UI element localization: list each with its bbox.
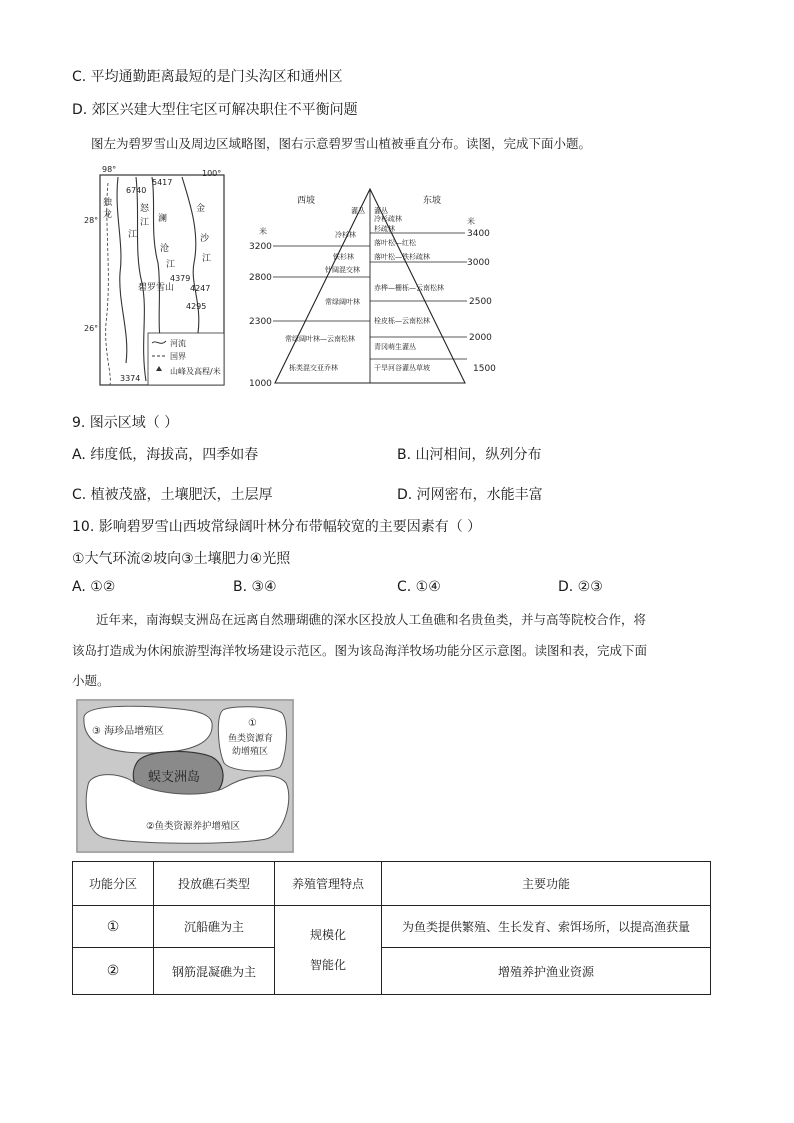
river-char: 金 — [196, 204, 206, 214]
peak-4247: 4247 — [190, 284, 211, 293]
function-zone-table — [72, 861, 711, 995]
q9-option-a[interactable]: A. 纬度低，海拔高，四季如春 — [72, 447, 259, 463]
q9-option-c[interactable]: C. 植被茂盛，土壤肥沃，土层厚 — [72, 487, 273, 503]
river-char: 怒 — [140, 204, 150, 214]
zone-cell: ② — [73, 948, 154, 995]
river-char: 沧 — [160, 244, 170, 254]
river-char: 沙 — [200, 234, 210, 244]
peak-6740: 6740 — [126, 186, 147, 195]
peak-3374: 3374 — [120, 374, 141, 383]
peak-4379: 4379 — [170, 274, 191, 283]
zone1-number: ① — [248, 718, 257, 729]
east-elev-2000: 2000 — [469, 333, 492, 343]
east-belt: 冷杉疏林 — [374, 215, 402, 223]
lat-label-26: 26° — [84, 324, 99, 333]
river-char: 江 — [202, 254, 212, 264]
peak-4295: 4295 — [186, 302, 207, 311]
river-char: 江 — [140, 218, 150, 228]
q10-stem: 10. 影响碧罗雪山西坡常绿阔叶林分布带幅较宽的主要因素有（ ） — [72, 519, 482, 535]
peak-5417: 5417 — [152, 178, 173, 187]
west-belt: 冷杉林 — [335, 231, 356, 239]
q10-option-c[interactable]: C. ①④ — [397, 579, 441, 595]
intro-paragraph-2-line-1: 近年来，南海蜈支洲岛在远离自然珊瑚礁的深水区投放人工鱼礁和名贵鱼类，并与高等院校合作，将 — [96, 612, 647, 627]
header-function: 主要功能 — [382, 862, 711, 906]
q9-option-b[interactable]: B. 山河相间，纵列分布 — [397, 447, 542, 463]
legend-border: 国界 — [170, 352, 186, 361]
east-belt: 栓皮栎—云南松林 — [374, 317, 430, 325]
east-elev-1500: 1500 — [473, 364, 496, 374]
function-cell: 为鱼类提供繁殖、生长发育、索饵场所，以提高渔获量 — [382, 906, 711, 948]
q9-stem: 9. 图示区域（ ） — [72, 415, 179, 431]
region-sketch-map — [84, 163, 234, 389]
river-char: 独 — [103, 198, 113, 208]
lat-label-28: 28° — [84, 216, 99, 225]
intro-paragraph-1: 图左为碧罗雪山及周边区域略图，图右示意碧罗雪山植被垂直分布。读图，完成下面小题。 — [91, 136, 592, 151]
q10-factors: ①大气环流②坡向③土壤肥力④光照 — [72, 551, 291, 567]
east-slope-label: 东坡 — [423, 196, 442, 206]
q10-option-a[interactable]: A. ①② — [72, 579, 116, 595]
marine-ranch-zone-map — [76, 699, 294, 853]
east-elev-2500: 2500 — [469, 297, 492, 307]
island-label: 蜈支洲岛 — [148, 770, 201, 785]
mountain-label: 碧罗雪山 — [138, 283, 175, 293]
west-belt: 栎类混交亚乔林 — [289, 364, 338, 372]
east-belt: 干旱河谷灌丛草坡 — [374, 364, 430, 372]
reef-cell: 钢筋混凝礁为主 — [154, 948, 275, 995]
east-unit: 米 — [467, 217, 475, 226]
river-char: 江 — [166, 260, 176, 270]
lon-label-98: 98° — [102, 165, 117, 174]
east-belt: 灌丛 — [374, 207, 388, 215]
intro-paragraph-2-line-2: 该岛打造成为休闲旅游型海洋牧场建设示范区。图为该岛海洋牧场功能分区示意图。读图和表，完成下面 — [72, 643, 648, 658]
legend-peak: 山峰及高程/米 — [170, 367, 221, 376]
header-management: 养殖管理特点 — [275, 862, 382, 906]
west-elev-3200: 3200 — [249, 242, 272, 252]
zone-cell: ① — [73, 906, 154, 948]
q10-option-b[interactable]: B. ③④ — [233, 579, 277, 595]
management-cell — [275, 906, 382, 995]
table-row — [73, 948, 711, 995]
west-belt: 灌丛 — [351, 207, 365, 215]
q9-option-d[interactable]: D. 河网密布，水能丰富 — [397, 487, 543, 503]
east-belt: 杉疏林 — [374, 225, 395, 233]
east-belt: 落叶松—铁杉疏林 — [374, 253, 430, 261]
intro-paragraph-2-line-3: 小题。 — [72, 673, 110, 688]
zone3-label: ③ 海珍品增殖区 — [92, 726, 165, 737]
west-elev-2300: 2300 — [249, 317, 272, 327]
river-char: 龙 — [103, 210, 113, 220]
lon-label-100: 100° — [202, 169, 222, 178]
management-scale: 规模化 — [309, 928, 346, 942]
river-char: 澜 — [158, 214, 168, 224]
function-cell: 增殖养护渔业资源 — [382, 948, 711, 995]
table-header-row — [73, 862, 711, 906]
east-belt: 青冈萌生灌丛 — [374, 343, 416, 351]
west-unit: 米 — [259, 227, 267, 236]
east-elev-3000: 3000 — [467, 258, 490, 268]
option-d: D. 郊区兴建大型住宅区可解决职住不平衡问题 — [72, 102, 358, 118]
table-row — [73, 906, 711, 948]
reef-cell: 沉船礁为主 — [154, 906, 275, 948]
zone1-label-line2: 幼增殖区 — [232, 747, 269, 757]
q10-option-d[interactable]: D. ②③ — [558, 579, 603, 595]
management-smart: 智能化 — [309, 958, 346, 972]
legend-river: 河流 — [170, 339, 186, 348]
header-zone: 功能分区 — [73, 862, 154, 906]
west-belt: 常绿阔叶林 — [325, 298, 360, 306]
west-elev-2800: 2800 — [249, 273, 272, 283]
west-belt: 铁杉林 — [333, 253, 354, 261]
east-elev-3400: 3400 — [467, 229, 490, 239]
zone2-label: ②鱼类资源养护增殖区 — [146, 821, 241, 832]
river-char: 江 — [128, 230, 138, 240]
east-belt: 落叶松—红松 — [374, 239, 416, 247]
header-reef-type: 投放礁石类型 — [154, 862, 275, 906]
west-slope-label: 西坡 — [297, 196, 316, 206]
zone1-label-line1: 鱼类资源育 — [228, 734, 274, 744]
vegetation-profile-diagram — [245, 163, 495, 389]
east-belt: 赤桦—栅栎—云南松林 — [374, 284, 444, 292]
west-elev-1000: 1000 — [249, 379, 272, 389]
west-belt: 针阔混交林 — [325, 266, 360, 274]
option-c: C. 平均通勤距离最短的是门头沟区和通州区 — [72, 69, 343, 85]
west-belt: 常绿阔叶林—云南松林 — [285, 335, 355, 343]
